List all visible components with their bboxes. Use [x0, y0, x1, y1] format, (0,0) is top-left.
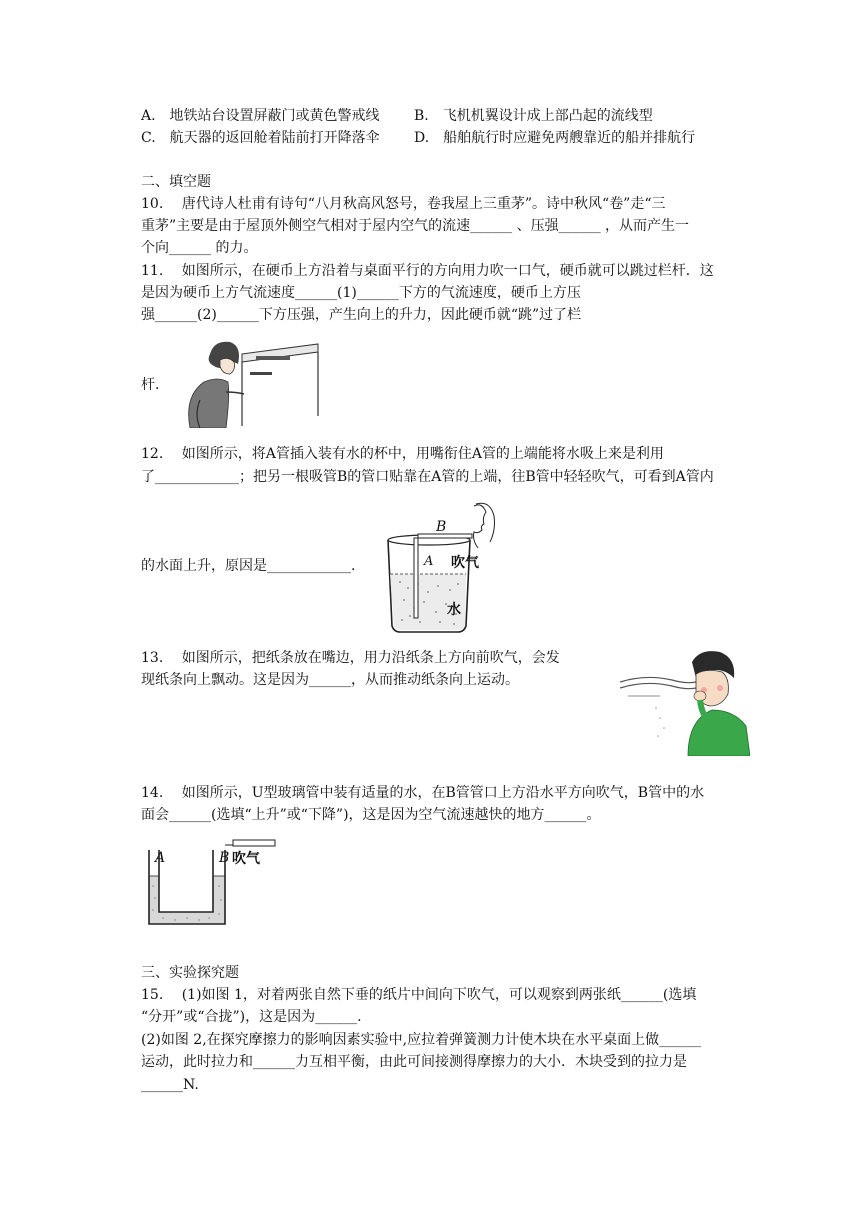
option-a: A. 地铁站台设置屏蔽门或黄色警戒线 — [141, 108, 380, 124]
q10-line-3: 个向______ 的力。 — [141, 240, 258, 256]
section-heading-experiment: 三、实验探究题 — [141, 965, 239, 981]
q12-label-blow: 吹气 — [451, 555, 479, 571]
q14-label-a: A — [155, 850, 166, 866]
q12-line-3: 的水面上升，原因是____________. — [141, 558, 356, 574]
q12-label-b: B — [436, 519, 447, 535]
q14-line-2: 面会______(选填“上升”或“下降”)，这是因为空气流速越快的地方______。 — [141, 807, 601, 823]
q12-label-a: A — [424, 554, 434, 569]
q11-line-1: 11. 如图所示，在硬币上方沿着与桌面平行的方向用力吹一口气，硬币就可以跳过栏杆．这 — [141, 263, 714, 279]
q14-line-1: 14. 如图所示，U型玻璃管中装有适量的水，在B管管口上方沿水平方向吹气，B管中的水 — [141, 785, 705, 801]
q15-line-1: 15. (1)如图 1，对着两张自然下垂的纸片中间向下吹气，可以观察到两张纸______(选填 — [141, 987, 697, 1003]
q12-straw-figure — [378, 496, 498, 636]
q13-line-1: 13. 如图所示，把纸条放在嘴边，用力沿纸条上方向前吹气，会发 — [141, 650, 560, 666]
option-c: C. 航天器的返回舱着陆前打开降落伞 — [141, 130, 380, 146]
q11-line-4: 杆. — [141, 377, 160, 393]
q13-boy-figure — [616, 648, 750, 756]
q12-label-water: 水 — [447, 602, 461, 618]
q14-label-b: B — [219, 850, 230, 866]
q11-line-3: 强______(2)______下方压强，产生向上的升力，因此硬币就“跳”过了栏 — [141, 307, 582, 323]
option-d: D. 船舶航行时应避免两艘靠近的船并排航行 — [414, 130, 696, 146]
q11-coin-figure — [170, 336, 320, 428]
option-b: B. 飞机机翼设计成上部凸起的流线型 — [414, 108, 653, 124]
section-heading-fill-in: 二、填空题 — [141, 174, 211, 190]
q10-line-2: 重茅”主要是由于屋顶外侧空气相对于屋内空气的流速______ 、压强______ ，从而产生一 — [141, 218, 690, 234]
q15-line-5: ______N. — [141, 1077, 199, 1093]
q15-line-2: “分开”或“合拢”)，这是因为______. — [141, 1009, 362, 1025]
q13-line-2: 现纸条向上飘动。这是因为______，从而推动纸条向上运动。 — [141, 672, 519, 688]
q12-line-2: 了____________；把另一根吸管B的管口贴靠在A管的上端，往B管中轻轻吹气，可看到A管内 — [141, 469, 714, 485]
q15-line-4: 运动，此时拉力和______力互相平衡，由此可间接测得摩擦力的大小．木块受到的拉力是 — [141, 1054, 687, 1070]
q14-label-blow: 吹气 — [232, 851, 260, 867]
q12-line-1: 12. 如图所示，将A管插入装有水的杯中，用嘴衔住A管的上端能将水吸上来是利用 — [141, 446, 664, 462]
q15-line-3: (2)如图 2,在探究摩擦力的影响因素实验中,应拉着弹簧测力计使木块在水平桌面上做______ — [141, 1032, 702, 1048]
q11-line-2: 是因为硬币上方气流速度______(1)______下方的气流速度，硬币上方压 — [141, 285, 581, 301]
q10-line-1: 10. 唐代诗人杜甫有诗句“八月秋高风怒号，卷我屋上三重茅”。诗中秋风“卷”走“三 — [141, 196, 666, 212]
